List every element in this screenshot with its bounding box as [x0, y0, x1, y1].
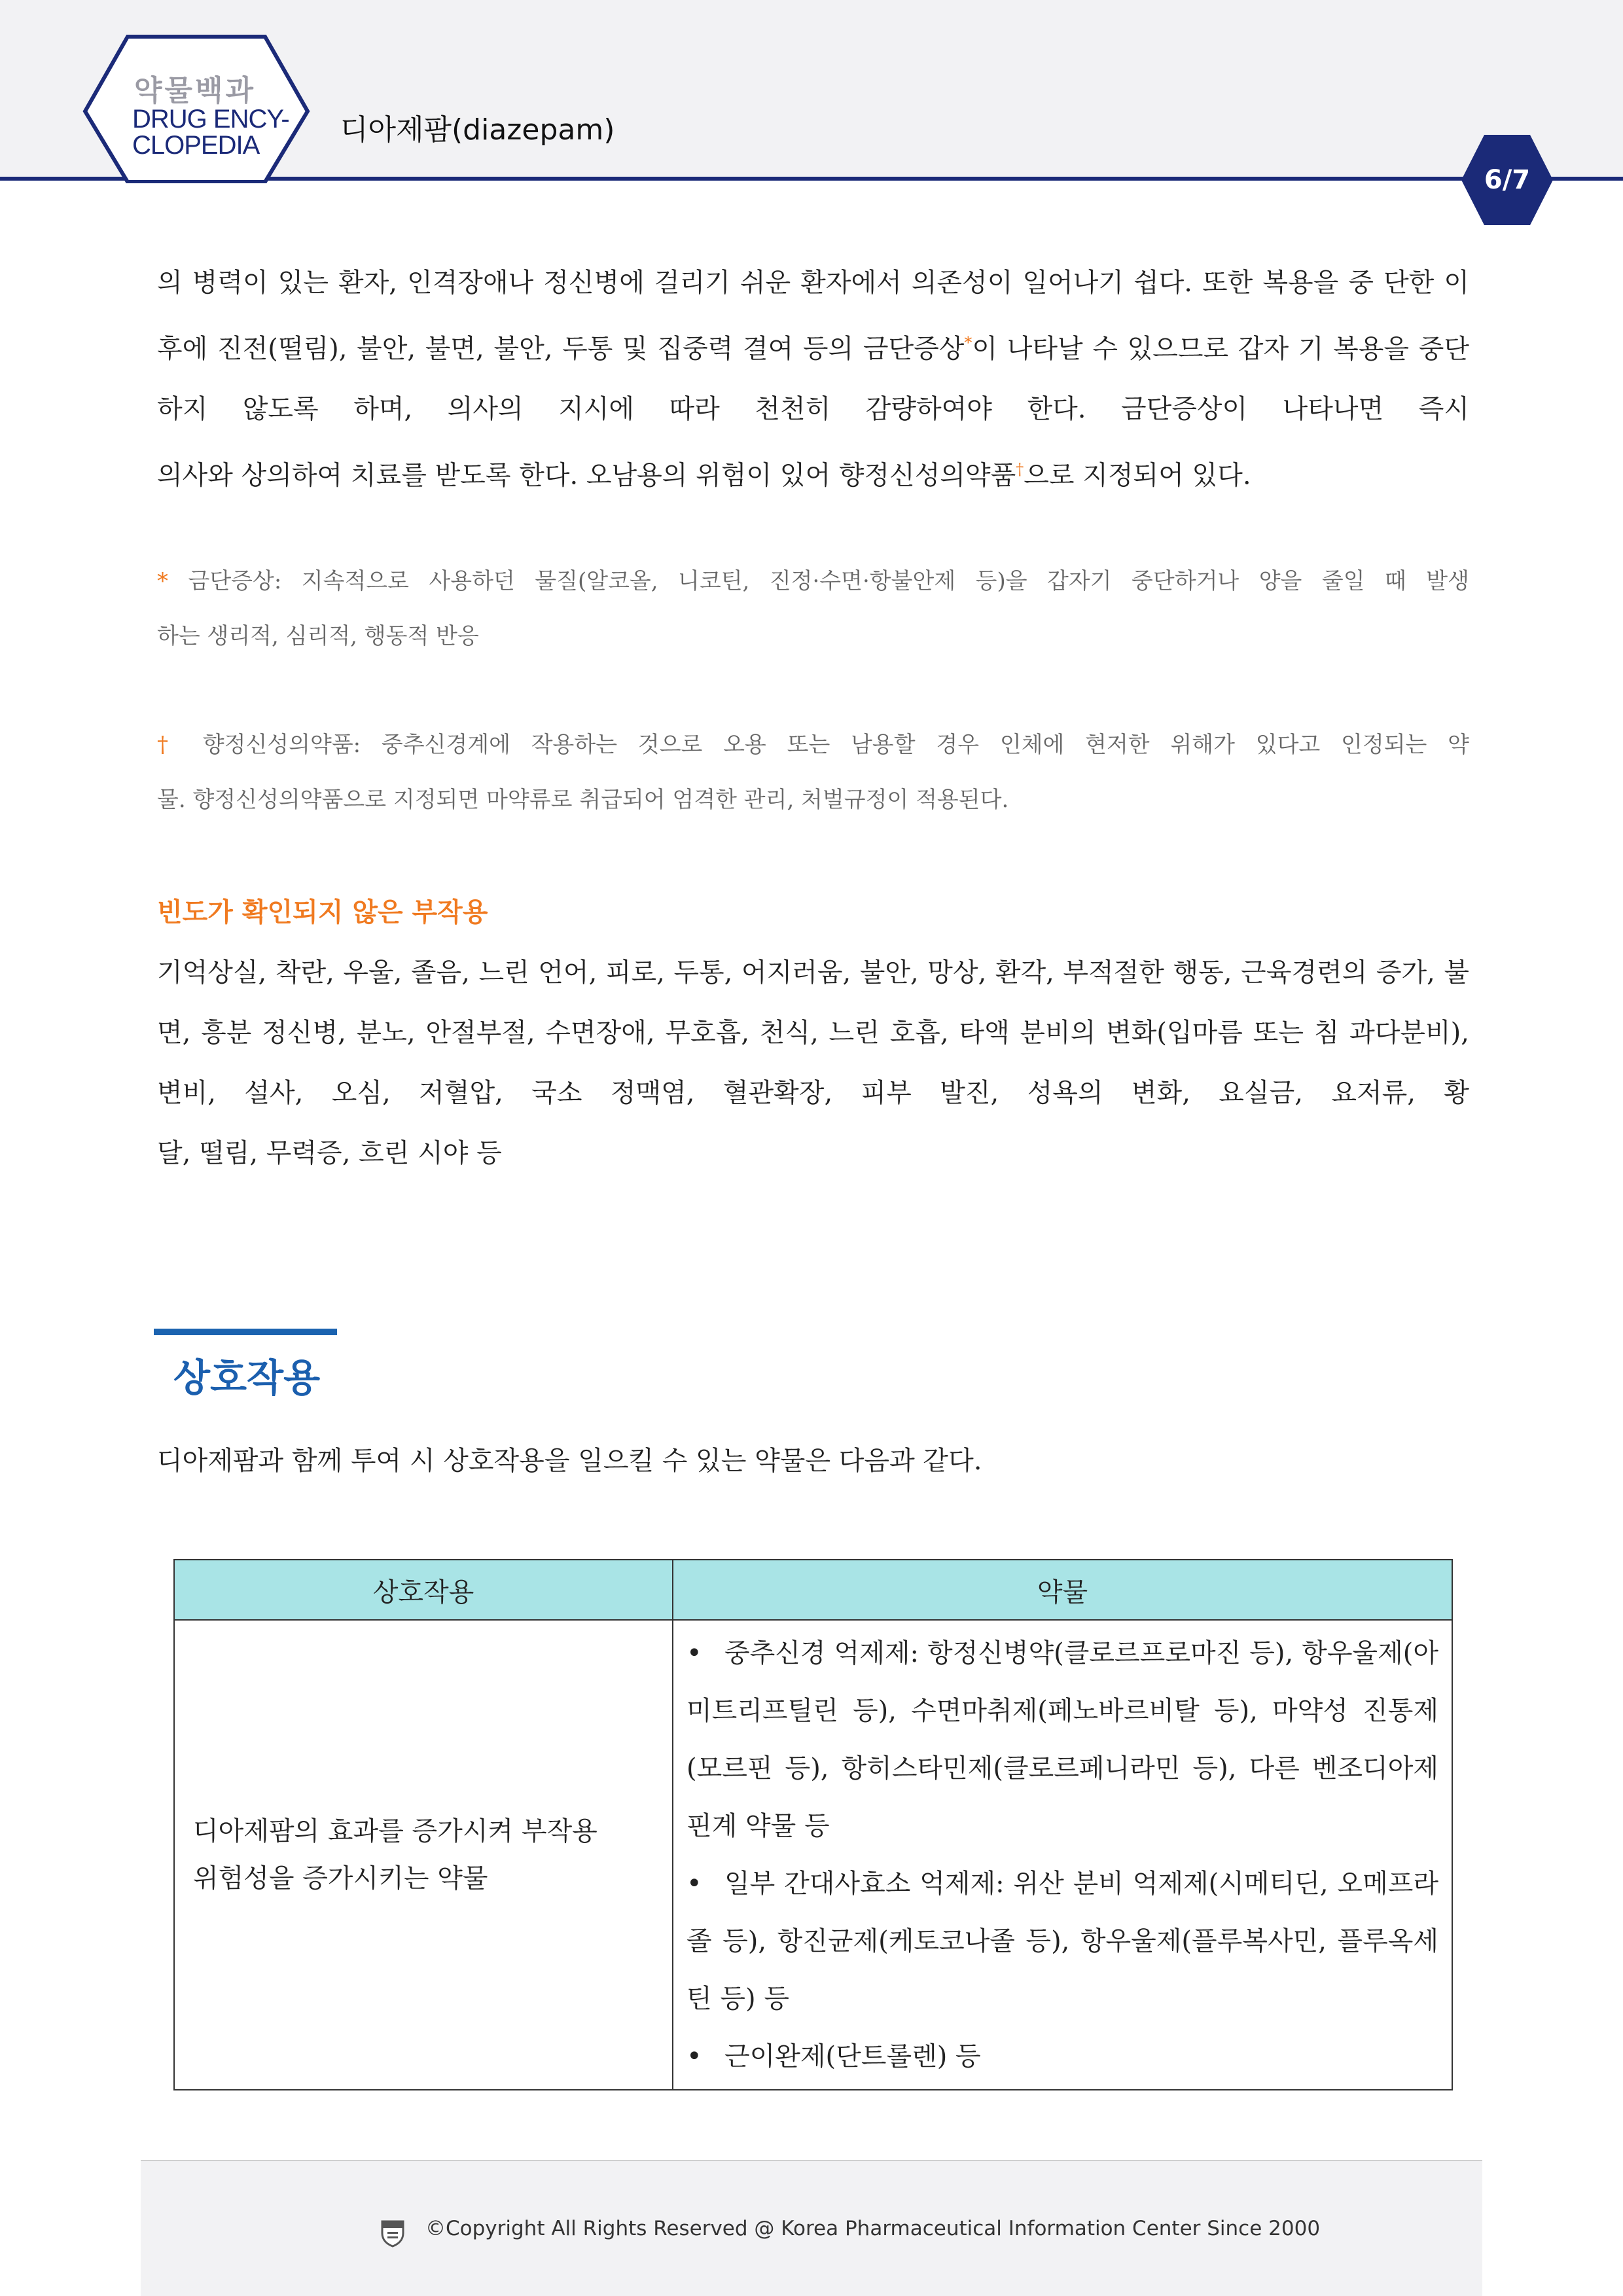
footnote-asterisk: *: [157, 568, 168, 594]
column-header-drug: 약물: [673, 1560, 1452, 1620]
list-item: [687, 2028, 1438, 2085]
section-title-interactions: 상호작용: [173, 1355, 321, 1400]
footnote-text: 향정신성의약품: 중추신경계에 작용하는 것으로 오용 또는 남용할 경우 인체에 현저한 위해가 있다고 인정되는 약: [202, 732, 1470, 758]
side-effects-line: 달, 떨림, 무력증, 흐린 시야 등: [157, 1138, 502, 1168]
paragraph-text: 의사와 상의하여 치료를 받도록 한다. 오남용의 위험이 있어 향정신성의약품: [157, 460, 1016, 491]
drug-list: [687, 1624, 1438, 2085]
effect-text: 위험성을 증가시키는 약물: [193, 1863, 488, 1893]
table-row: [174, 1620, 1452, 2090]
logo-english: [132, 106, 289, 158]
interaction-drugs-cell: [673, 1620, 1452, 2090]
footnote-withdrawal: [157, 554, 1469, 664]
footnote-text: 금단증상: 지속적으로 사용하던 물질(알코올, 니코틴, 진정·수면·항불안제 등)을 갑자기 중단하거나 양을 줄일 때 발생: [188, 568, 1469, 594]
paragraph-line: 기 복용을 중단하지 않도록 하며, 의사의 지시에 따라 천천히 감량하여야 한다. 금단증상이 나타나면 즉시: [157, 334, 1470, 425]
drug-encyclopedia-logo[interactable]: [79, 33, 321, 183]
side-effects-line: 기억상실, 착란, 우울, 졸음, 느린 언어, 피로, 두통, 어지러움, 불안, 망상, 환각, 부적절한 행동, 근육경련의: [157, 958, 1368, 988]
page-number-badge: [1458, 131, 1556, 229]
logo-english-line2: CLOPEDIA: [132, 131, 260, 160]
paragraph-line: [157, 439, 1469, 505]
side-effects-list: [157, 942, 1469, 1183]
column-header-interaction: 상호작용: [174, 1560, 673, 1620]
drug-text: 근이완제(단트롤렌) 등: [724, 2041, 981, 2072]
footnote-psychotropic: [157, 717, 1469, 827]
list-item: [687, 1855, 1438, 2028]
page-number: 6/7: [1484, 165, 1531, 195]
interactions-intro: 디아제팜과 함께 투여 시 상호작용을 일으킬 수 있는 약물은 다음과 같다.: [157, 1446, 982, 1476]
drug-text: 일부 간대사효소 억제제: 위산 분비 억제제(시메티딘, 오메프라졸 등), 항진균제(케토코나졸 등), 항우울제(플루복사민, 플루옥세틴 등) 등: [687, 1869, 1438, 2014]
list-item: [687, 1624, 1438, 1855]
section-accent-bar: [154, 1329, 337, 1335]
paragraph-text: 단한 이후에 진전(떨림), 불안, 불면, 불안, 두통 및 집중력 결여 등의 금단증상: [157, 268, 1469, 365]
drug-text: 중추신경 억제제: 항정신병약(클로르프로마진 등), 항우울제(아미트리프틸린 등), 수면마취제(페노바르비탈 등), 마약성 진통제(모르핀 등), 항히스타민제(클로르페니라민 등), 다른 벤조디아제핀계 약물 등: [687, 1638, 1438, 1841]
bullet-icon: •: [687, 1638, 702, 1668]
footnote-mark-psychotropic[interactable]: †: [1016, 460, 1024, 479]
paragraph-text: 이 나타날 수 있으므로 갑자: [972, 334, 1289, 365]
bullet-icon: •: [687, 2041, 702, 2072]
bullet-icon: •: [687, 1869, 702, 1899]
side-effects-heading: 빈도가 확인되지 않은 부작용: [157, 897, 488, 927]
logo-english-line1: DRUG ENCY-: [132, 105, 289, 134]
footnote-dagger: †: [157, 732, 182, 758]
footer: [141, 2161, 1482, 2296]
shield-crest-icon: [380, 2219, 406, 2248]
footnote-mark-withdrawal[interactable]: *: [964, 334, 972, 352]
effect-text: 디아제팜의 효과를 증가시켜 부작용: [193, 1816, 597, 1846]
document-title: 디아제팜(diazepam): [340, 113, 615, 147]
interactions-table: [173, 1559, 1453, 2090]
logo-korean: 약물백과: [134, 74, 257, 107]
footnote-text: 물. 향정신성의약품으로 지정되면 마약류로 취급되어 엄격한 관리, 처벌규정이 적용된다.: [157, 787, 1009, 813]
interaction-effect-cell: [174, 1620, 673, 2090]
dependence-paragraph: [157, 253, 1469, 506]
copyright-text: ©Copyright All Rights Reserved @ Korea Pharmaceutical Information Center Since 2000: [425, 2217, 1321, 2240]
paragraph-text: 으로 지정되어 있다.: [1024, 460, 1251, 491]
side-effects-line: 증가, 불면, 흥분 정신병, 분노, 안절부절, 수면장애, 무호흡, 천식, 느린 호흡, 타액 분비의 변화(입마름 또는: [157, 958, 1469, 1048]
footnote-text: 하는 생리적, 심리적, 행동적 반응: [157, 623, 479, 649]
side-effects-line: 침 과다분비), 변비, 설사, 오심, 저혈압, 국소 정맥염, 혈관확장, 피부 발진, 성욕의 변화, 요실금, 요저류, 황: [157, 1018, 1469, 1108]
paragraph-line: 의 병력이 있는 환자, 인격장애나 정신병에 걸리기 쉬운 환자에서 의존성이 일어나기 쉽다. 또한 복용을 중: [157, 268, 1374, 298]
table-header-row: [174, 1560, 1452, 1620]
